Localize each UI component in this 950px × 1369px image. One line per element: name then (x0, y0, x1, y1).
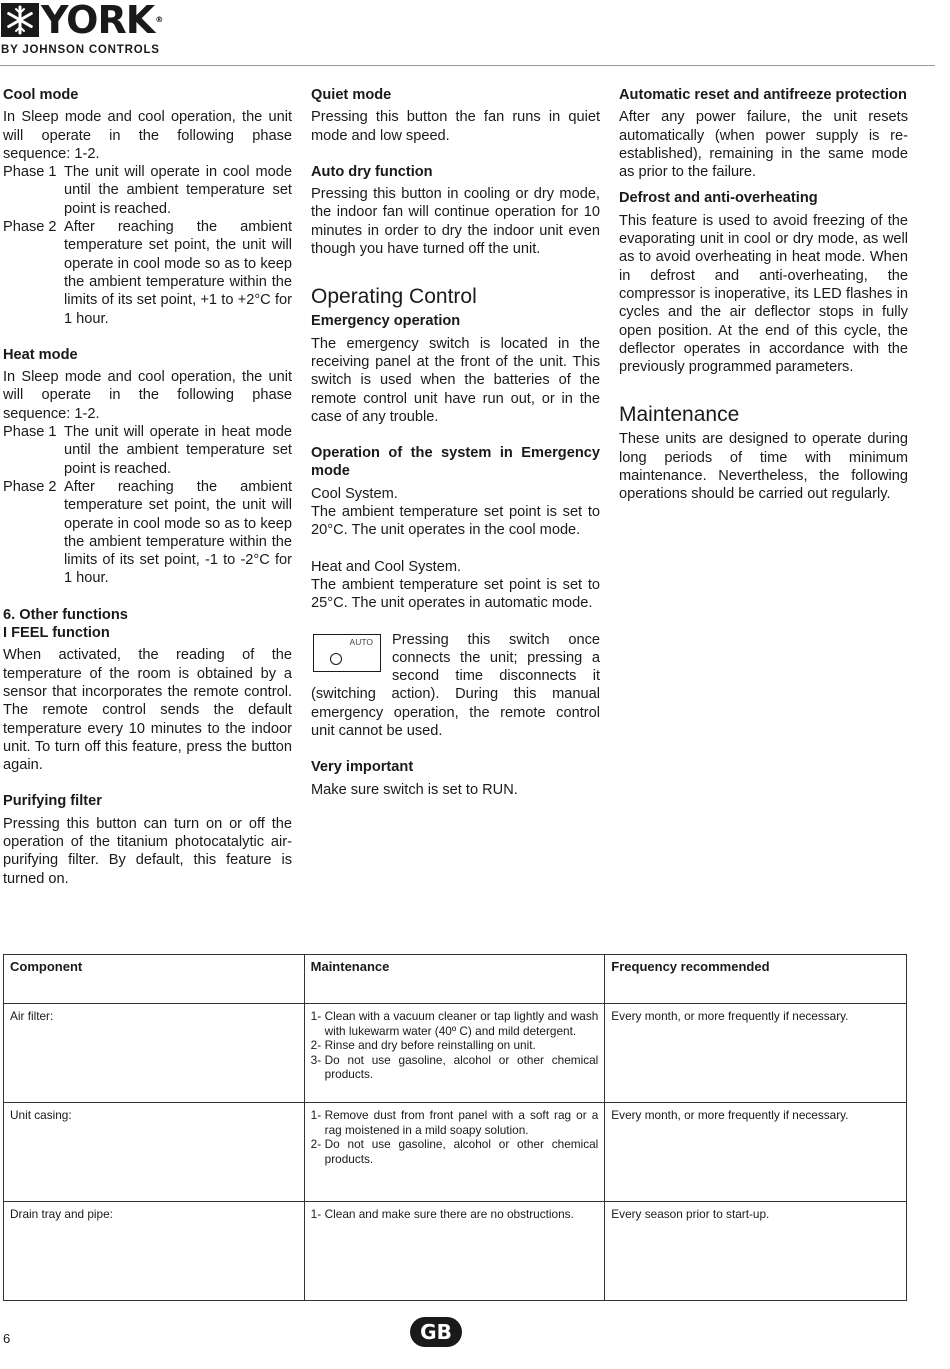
heat-cool-system-label: Heat and Cool System. (311, 558, 462, 575)
maintenance-cell (304, 1103, 605, 1202)
brand-name: YORK® (41, 0, 163, 42)
maintenance-text: These units are designed to operate during long periods of time with minimum maintenance. Nevertheless, the following operations should be carried out regularly. (619, 431, 908, 503)
component-cell: Drain tray and pipe: (4, 1202, 305, 1301)
maintenance-heading: Maintenance (619, 403, 740, 427)
phase-label: Phase 1 (3, 424, 57, 441)
phase-text: The unit will operate in cool mode until the ambient temperature set point is reached. (64, 164, 292, 217)
quiet-mode-heading: Quiet mode (311, 87, 392, 103)
header-divider (0, 65, 935, 66)
i-feel-heading: I FEEL function (3, 625, 110, 642)
cool-phase-1 (3, 163, 292, 218)
maintenance-step (311, 1053, 599, 1082)
emergency-operation-heading: Emergency operation (311, 313, 461, 330)
cool-mode-heading: Cool mode (3, 87, 79, 103)
step-text: Do not use gasoline, alcohol or other chemical products. (324, 1137, 599, 1166)
heat-phase-2 (3, 478, 292, 588)
emergency-switch-block (311, 631, 600, 741)
column-header-component: Component (4, 955, 305, 1004)
cool-phase-2 (3, 218, 292, 328)
york-logo (1, 2, 162, 56)
cool-mode-intro: In Sleep mode and cool operation, the unit will operate in the following phase sequence: 1-2. (3, 109, 292, 162)
spacer (311, 258, 600, 284)
step-number: 1- (310, 1108, 322, 1122)
column-middle (311, 86, 600, 799)
phase-label: Phase 2 (3, 478, 57, 495)
defrost-heading: Defrost and anti-overheating (619, 190, 818, 207)
table-row (4, 1103, 907, 1202)
operating-control-heading: Operating Control (311, 285, 477, 309)
column-right (619, 86, 908, 504)
phase-label: Phase 2 (3, 219, 57, 236)
emergency-operation-text: The emergency switch is located in the receiving panel at the front of the unit. This switch is used when the batteries of the remote control unit have run out, or in the case of any trouble. (311, 335, 600, 425)
maintenance-cell (304, 1202, 605, 1301)
table-row (4, 1004, 907, 1103)
switch-text: Pressing this switch once connects the unit; pressing a second time disconnects it (switching action). During this manual emergency operation, the remote control unit cannot be used. (311, 631, 600, 740)
column-header-frequency: Frequency recommended (605, 955, 907, 1004)
spacer (3, 328, 292, 346)
auto-dry-heading: Auto dry function (311, 163, 433, 180)
step-text: Do not use gasoline, alcohol or other chemical products. (324, 1052, 599, 1081)
auto-switch-illustration (313, 634, 381, 672)
brand-subtitle: BY JOHNSON CONTROLS (1, 44, 160, 56)
very-important-text: Make sure switch is set to RUN. (311, 781, 518, 798)
quiet-mode-text: Pressing this button the fan runs in quiet mode and low speed. (311, 109, 600, 144)
spacer (311, 426, 600, 444)
spacer (3, 774, 292, 792)
spacer (3, 588, 292, 606)
component-cell: Air filter: (4, 1004, 305, 1103)
phase-text: After reaching the ambient temperature set point, the unit will operate in cool mode so as to keep the ambient temperature within the limits of its set point, +1 to +2°C for 1 hour. (64, 219, 292, 327)
table-header-row (4, 955, 907, 1004)
auto-reset-text: After any power failure, the unit resets automatically (when power supply is re-established), remaining in the same mode as prior to the failure. (619, 109, 908, 181)
frequency-cell: Every month, or more frequently if necessary. (605, 1004, 907, 1103)
step-text: Remove dust from front panel with a soft rag or a rag moistened in a mild soapy solution. (324, 1108, 599, 1137)
heat-phase-1 (3, 423, 292, 478)
maintenance-step (311, 1207, 599, 1222)
column-header-maintenance: Maintenance (304, 955, 605, 1004)
auto-dry-text: Pressing this button in cooling or dry mode, the indoor fan will continue operation for 10 minutes in order to dry the indoor unit even though you have turned off the unit. (311, 186, 600, 258)
maintenance-step (311, 1108, 599, 1137)
spacer (311, 740, 600, 758)
step-text: Rinse and dry before reinstalling on unit. (324, 1038, 536, 1052)
component-cell: Unit casing: (4, 1103, 305, 1202)
maintenance-step (311, 1038, 599, 1053)
maintenance-cell (304, 1004, 605, 1103)
snowflake-icon (1, 3, 39, 37)
heat-mode-intro: In Sleep mode and cool operation, the unit will operate in the following phase sequence: 1-2. (3, 369, 292, 422)
cool-system-text: The ambient temperature set point is set to 20°C. The unit operates in the cool mode. (311, 504, 600, 539)
spacer (619, 376, 908, 402)
step-number: 1- (310, 1009, 322, 1023)
column-left (3, 86, 292, 888)
i-feel-text: When activated, the reading of the temperature of the room is obtained by a sensor that incorporates the remote control. The remote control sends the default temperature every 10 minutes to the indoor unit. To turn off this feature, press the button again. (3, 647, 292, 774)
maintenance-table (3, 954, 907, 1301)
maintenance-step (311, 1009, 599, 1038)
spacer (311, 540, 600, 558)
purifying-filter-heading: Purifying filter (3, 793, 102, 810)
frequency-cell: Every month, or more frequently if necessary. (605, 1103, 907, 1202)
page-header (0, 0, 950, 70)
other-functions-heading: 6. Other functions (3, 606, 128, 623)
step-number: 1- (310, 1207, 322, 1221)
very-important-heading: Very important (311, 759, 414, 776)
emergency-mode-heading: Operation of the system in Emergency mode (311, 445, 600, 480)
spacer (311, 145, 600, 163)
step-text: Clean with a vacuum cleaner or tap lightly and wash with lukewarm water (40º C) and mild detergent. (324, 1009, 599, 1038)
page-number: 6 (3, 1331, 11, 1346)
frequency-cell: Every season prior to start-up. (605, 1202, 907, 1301)
cool-system-label: Cool System. (311, 485, 398, 502)
auto-reset-heading: Automatic reset and antifreeze protection (619, 87, 907, 103)
purifying-filter-text: Pressing this button can turn on or off the operation of the titanium photocatalytic air-purifying filter. By default, this feature is turned on. (3, 815, 292, 887)
defrost-text: This feature is used to avoid freezing of the evaporating unit in cool or dry mode, as well as to avoid overheating in heat mode. When in defrost and anti-overheating, the compressor is inoperative, its LED flashes in cycles and the air deflector stops in fully open position. At the end of this cycle, the deflector operates in accordance with the previously programmed parameters. (619, 212, 908, 376)
table-row (4, 1202, 907, 1301)
heat-mode-heading: Heat mode (3, 346, 78, 363)
step-number: 3- (310, 1052, 322, 1067)
maintenance-step (311, 1137, 599, 1166)
step-number: 2- (310, 1137, 322, 1151)
language-badge: GB (410, 1317, 462, 1347)
spacer (619, 181, 908, 189)
phase-text: After reaching the ambient temperature set point, the unit will operate in cool mode so as to keep the ambient temperature within the limits of its set point, -1 to -2°C for 1 hour. (64, 478, 292, 587)
auto-switch-label: AUTO (349, 636, 373, 647)
heat-cool-system-text: The ambient temperature set point is set to 25°C. The unit operates in automatic mode. (311, 576, 600, 612)
step-text: Clean and make sure there are no obstructions. (324, 1207, 574, 1221)
spacer (311, 613, 600, 631)
phase-label: Phase 1 (3, 164, 57, 181)
step-number: 2- (310, 1038, 322, 1052)
switch-button-icon (330, 653, 342, 665)
phase-text: The unit will operate in heat mode until the ambient temperature set point is reached. (64, 424, 292, 477)
